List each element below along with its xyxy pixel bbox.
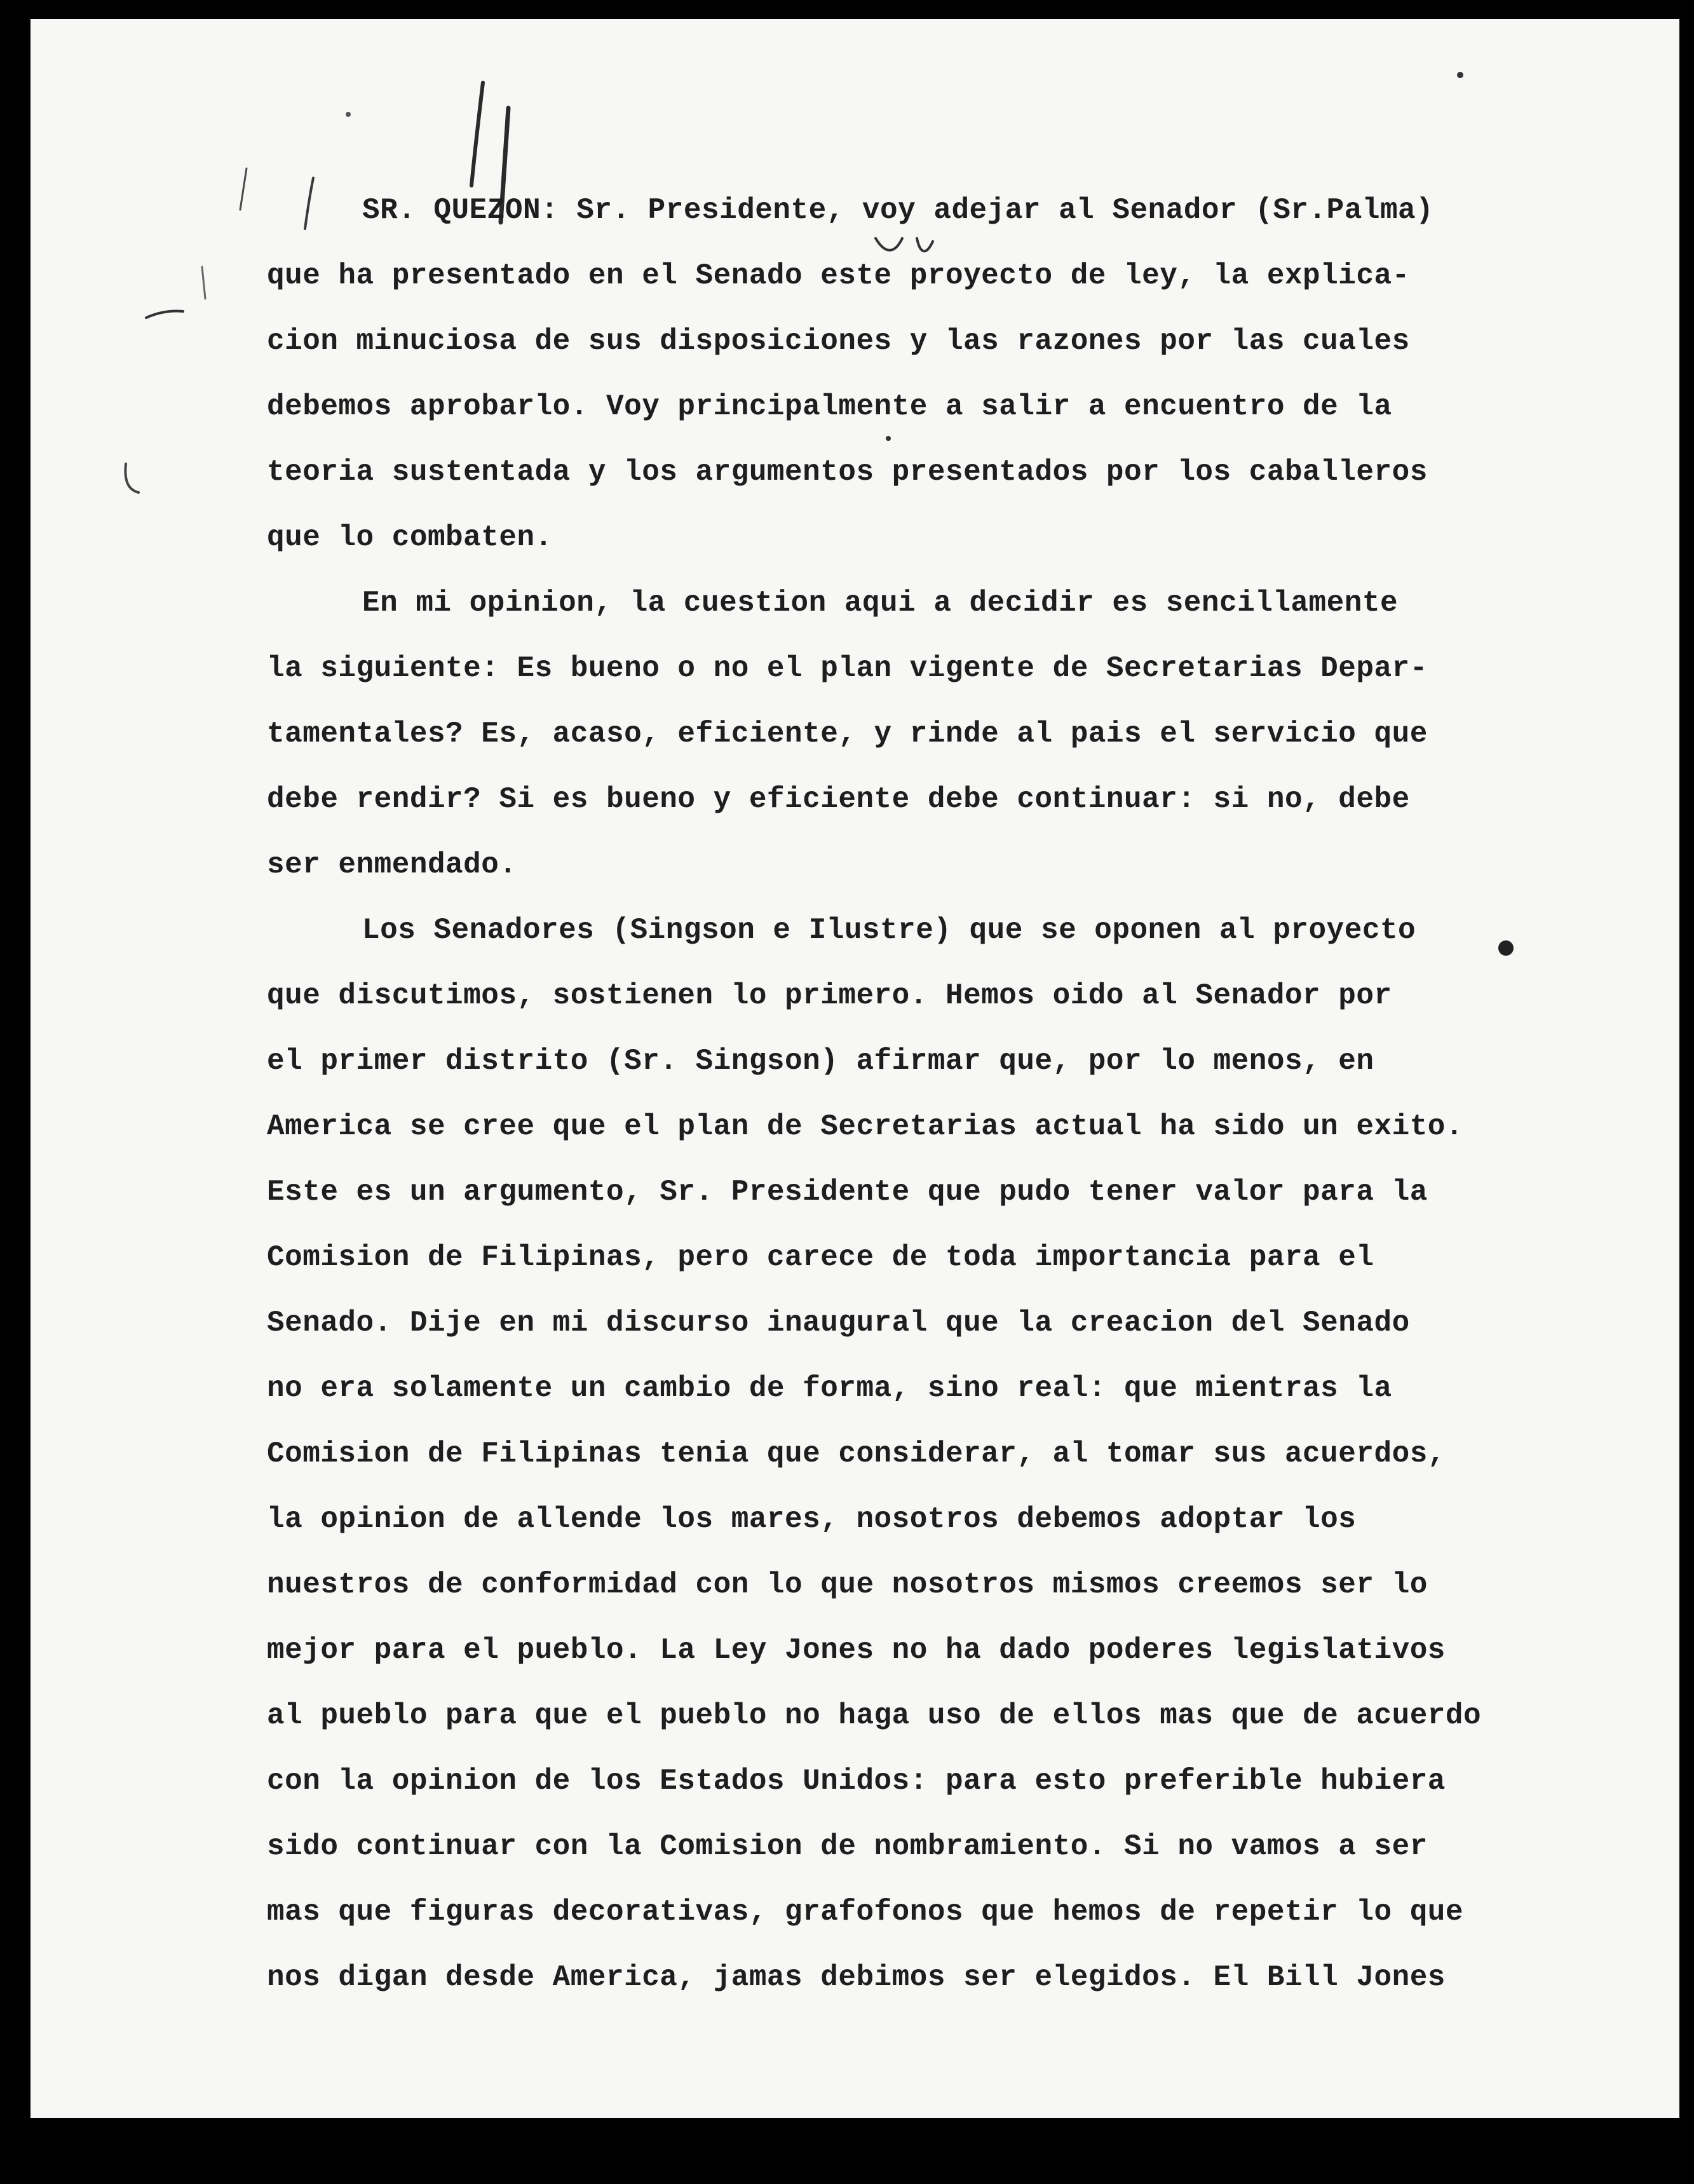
text-line: que discutimos, sostienen lo primero. Hemos oido al Senador por <box>267 979 1392 1012</box>
text-line: la opinion de allende los mares, nosotros debemos adoptar los <box>267 1503 1357 1536</box>
text-line: Comision de Filipinas tenia que considerar, al tomar sus acuerdos, <box>267 1437 1446 1470</box>
paragraph <box>267 571 1614 898</box>
text-line: Este es un argumento, Sr. Presidente que pudo tener valor para la <box>267 1176 1428 1209</box>
ink-dot-3 <box>346 112 351 117</box>
text-line: no era solamente un cambio de forma, sino real: que mientras la <box>267 1372 1392 1405</box>
text-line: America se cree que el plan de Secretarias actual ha sido un exito. <box>267 1110 1464 1143</box>
text-line: Los Senadores (Singson e Ilustre) que se oponen al proyecto <box>362 914 1416 947</box>
pen-stroke-1 <box>471 83 483 186</box>
text-line: ser enmendado. <box>267 848 517 881</box>
text-line: teoria sustentada y los argumentos presentados por los caballeros <box>267 456 1428 489</box>
scan-border-bottom <box>30 2118 1679 2151</box>
text-line: tamentales? Es, acaso, eficiente, y rinde al pais el servicio que <box>267 717 1428 750</box>
text-line: cion minuciosa de sus disposiciones y las razones por las cuales <box>267 325 1410 358</box>
paragraph <box>267 178 1614 571</box>
document-page <box>30 19 1679 2151</box>
text-line: Senado. Dije en mi discurso inaugural que la creacion del Senado <box>267 1306 1410 1340</box>
ink-dot-1 <box>1457 72 1463 78</box>
text-line: mejor para el pueblo. La Ley Jones no ha dado poderes legislativos <box>267 1634 1446 1667</box>
pen-stroke-4 <box>240 168 247 210</box>
text-line: mas que figuras decorativas, grafofonos que hemos de repetir lo que <box>267 1896 1464 1929</box>
paragraph <box>267 898 1614 2011</box>
text-line: que ha presentado en el Senado este proyecto de ley, la explica- <box>267 259 1410 292</box>
text-line: debe rendir? Si es bueno y eficiente debe continuar: si no, debe <box>267 783 1410 816</box>
pen-stroke-7 <box>202 267 205 299</box>
pen-stroke-6 <box>125 464 139 492</box>
text-line: la siguiente: Es bueno o no el plan vigente de Secretarias Depar- <box>267 652 1428 685</box>
text-line: que lo combaten. <box>267 521 553 554</box>
text-line: nos digan desde America, jamas debimos ser elegidos. El Bill Jones <box>267 1961 1446 1994</box>
text-line: sido continuar con la Comision de nombramiento. Si no vamos a ser <box>267 1830 1428 1863</box>
typed-text-block <box>267 178 1614 2011</box>
text-line: debemos aprobarlo. Voy principalmente a salir a encuentro de la <box>267 390 1392 423</box>
text-line: al pueblo para que el pueblo no haga uso de ellos mas que de acuerdo <box>267 1699 1482 1732</box>
text-line: el primer distrito (Sr. Singson) afirmar que, por lo menos, en <box>267 1045 1374 1078</box>
text-line: Comision de Filipinas, pero carece de toda importancia para el <box>267 1241 1374 1274</box>
text-line: con la opinion de los Estados Unidos: para esto preferible hubiera <box>267 1765 1446 1798</box>
text-line: nuestros de conformidad con lo que nosotros mismos creemos ser lo <box>267 1568 1428 1601</box>
text-line: En mi opinion, la cuestion aqui a decidir es sencillamente <box>362 587 1399 620</box>
text-line: SR. QUEZON: Sr. Presidente, voy adejar al Senador (Sr.Palma) <box>362 194 1434 227</box>
pen-stroke-5 <box>146 311 183 318</box>
